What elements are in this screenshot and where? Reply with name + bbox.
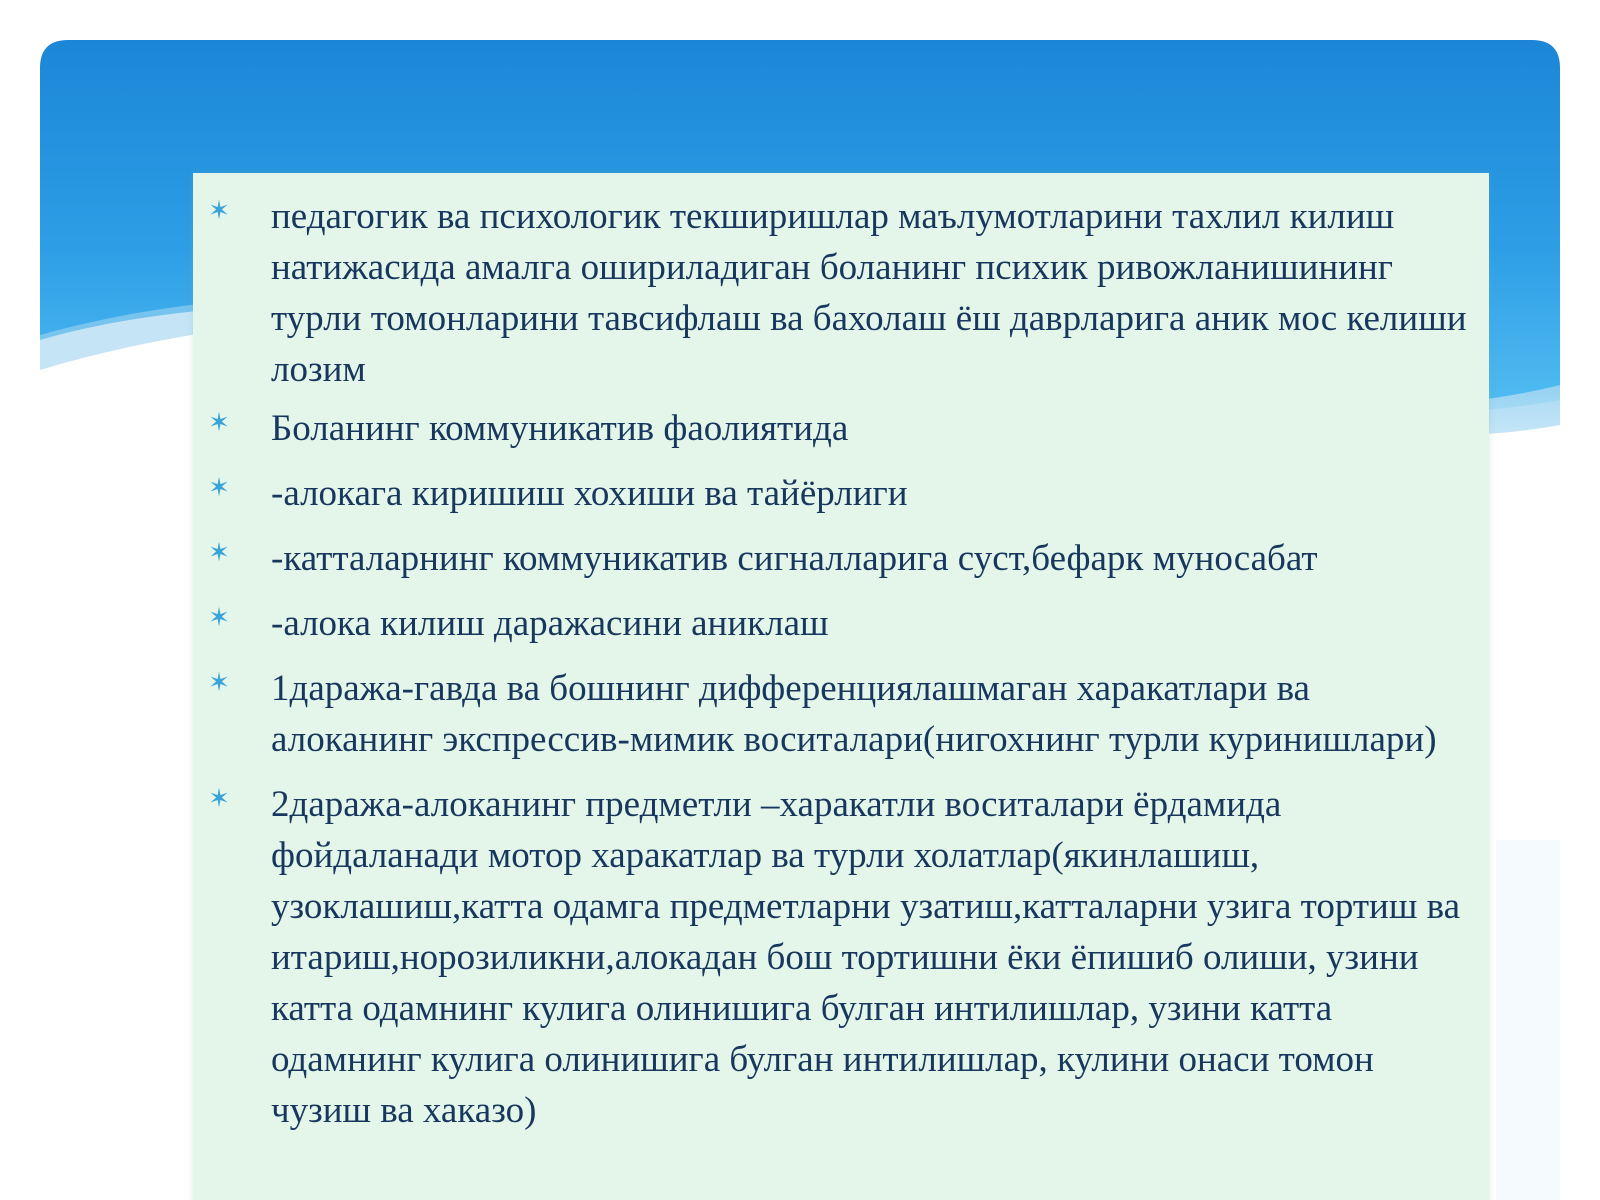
bullet-item [207, 663, 1477, 765]
content-panel [193, 173, 1489, 1200]
bullet-text: Боланинг коммуникатив фаолиятида [271, 408, 849, 449]
asterisk-icon: ✶ [208, 668, 230, 698]
bullet-item [207, 533, 1477, 584]
asterisk-icon: ✶ [208, 408, 230, 438]
bullet-list [207, 191, 1477, 1150]
asterisk-icon: ✶ [208, 473, 230, 503]
bullet-text: -катталарнинг коммуникатив сигналларига суст,бефарк муносабат [271, 538, 1318, 579]
asterisk-icon: ✶ [208, 603, 230, 633]
bullet-item [207, 598, 1477, 649]
bullet-text: 1даража-гавда ва бошнинг дифференциялашмаган харакатлари ва алоканинг экспрессив-мимик воситалари(нигохнинг турли куринишлари) [271, 668, 1437, 760]
bullet-item [207, 191, 1477, 395]
bullet-text: педагогик ва психологик текширишлар маълумотларини тахлил килиш натижасида амалга ошириладиган боланинг психик ривожланишининг турли томонларини тавсифлаш ва бахолаш ёш даврларига аник мос келиши лозим [271, 196, 1467, 390]
asterisk-icon: ✶ [208, 196, 230, 226]
asterisk-icon: ✶ [208, 784, 230, 814]
bullet-item [207, 779, 1477, 1136]
bullet-item [207, 468, 1477, 519]
bullet-item [207, 403, 1477, 454]
slide [40, 40, 1560, 1200]
bullet-text: -алока килиш даражасини аниклаш [271, 603, 829, 644]
bullet-text: 2даража-алоканинг предметли –харакатли воситалари ёрдамида фойдаланади мотор харакатлар ва турли холатлар(якинлашиш, узоклашиш,катта одамга предметларни узатиш,катталарни узига тортиш ва итариш,норозиликни,алокадан бош тортишни ёки ёпишиб олиши, узини катта одамнинг кулига олинишига булган интилишлар, узини катта одамнинг кулига олинишига булган интилишлар, кулини онаси томон чузиш ва хаказо) [271, 784, 1460, 1131]
asterisk-icon: ✶ [208, 538, 230, 568]
bullet-text: -алокага киришиш хохиши ва тайёрлиги [271, 473, 908, 514]
